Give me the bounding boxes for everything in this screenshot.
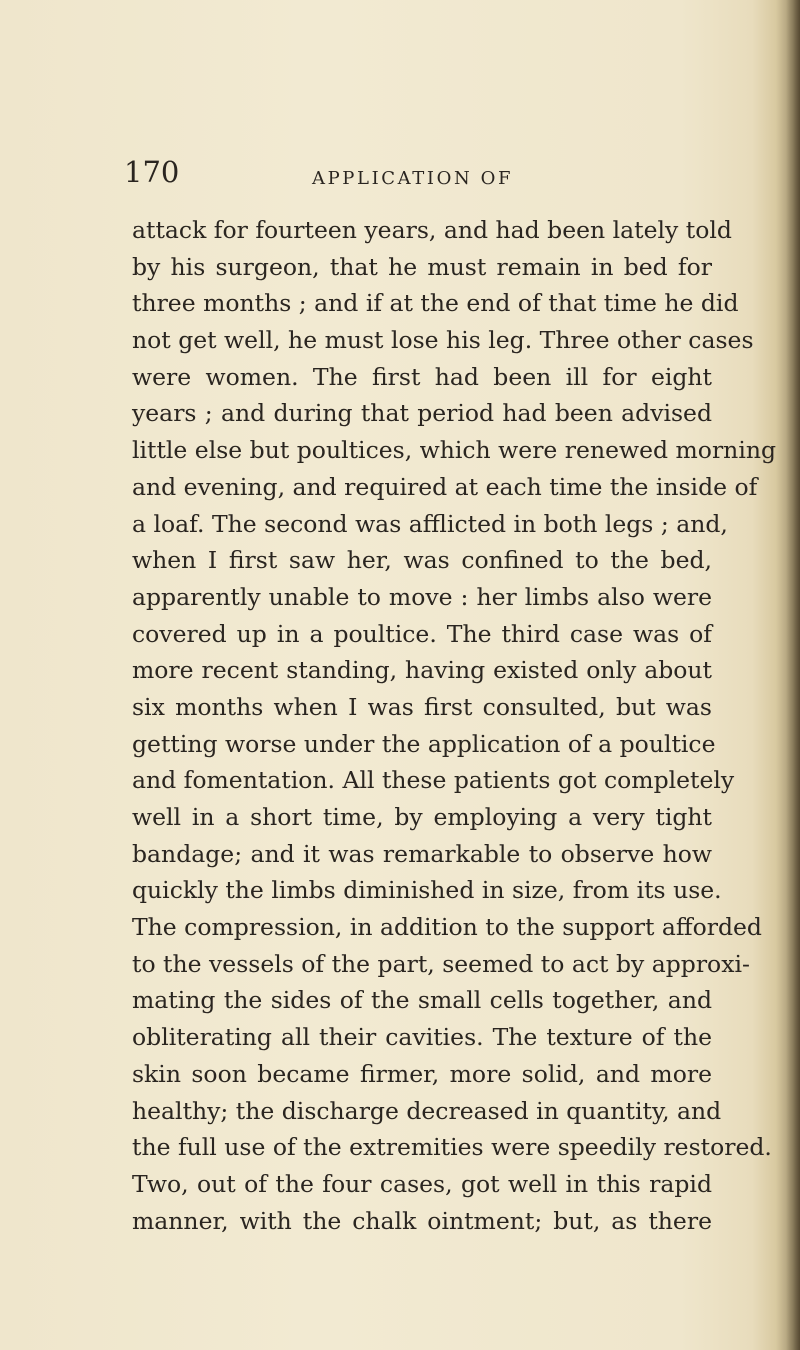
text-line: were women. The first had been ill for eight [132,362,712,391]
text-line: little else but poultices, which were renewed morning [132,436,777,465]
text-line: the full use of the extremities were speedily restored. [132,1133,772,1162]
text-line: mating the sides of the small cells together, and [132,986,712,1015]
text-line: not get well, he must lose his leg. Three other cases [132,326,754,355]
text-line: quickly the limbs diminished in size, from its use. [132,876,722,905]
text-line: well in a short time, by employing a very tight [132,803,712,831]
text-line: years ; and during that period had been advised [132,399,712,428]
text-line: when I first saw her, was confined to the bed, [132,546,712,575]
text-line: healthy; the discharge decreased in quantity, and [132,1096,722,1125]
text-line: Two, out of the four cases, got well in this rapid [132,1169,712,1198]
text-line: manner, with the chalk ointment; but, as there [132,1206,712,1235]
body-text [132,212,777,1239]
text-line: to the vessels of the part, seemed to act by approxi- [132,949,750,978]
text-line: and evening, and required at each time the inside of [132,472,758,501]
text-line: six months when I was first consulted, but was [132,692,712,721]
text-line: bandage; and it was remarkable to observe how [132,839,712,868]
text-line: skin soon became firmer, more solid, and more [132,1059,712,1088]
text-line: and fomentation. All these patients got completely [132,766,735,795]
text-line: a loaf. The second was afflicted in both legs ; and, [132,509,728,538]
text-line: getting worse under the application of a poultice [132,729,716,758]
text-line: more recent standing, having existed only about [132,656,712,685]
page-edge-shadow [786,0,800,1350]
text-line: three months ; and if at the end of that time he did [132,289,739,318]
text-line: covered up in a poultice. The third case was of [132,619,712,648]
page-number: 170 [124,155,180,189]
page-header [124,155,684,195]
text-line: apparently unable to move : her limbs also were [132,582,712,611]
text-line: obliterating all their cavities. The texture of the [132,1023,712,1052]
running-head: APPLICATION OF [312,168,514,189]
text-line: by his surgeon, that he must remain in bed for [132,252,712,281]
text-line: attack for fourteen years, and had been lately told [132,216,732,244]
text-line: The compression, in addition to the support afforded [132,913,762,942]
